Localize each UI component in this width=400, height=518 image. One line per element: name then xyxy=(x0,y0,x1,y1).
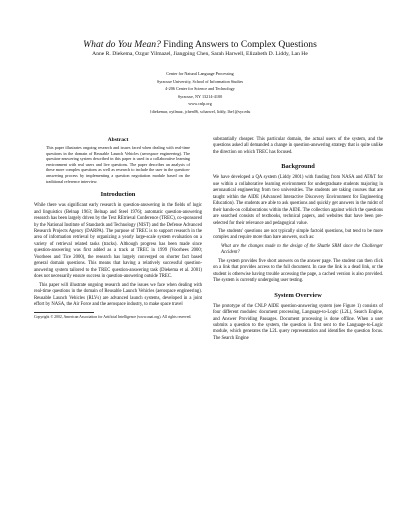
affiliation-line: 4-206 Center for Science and Technology xyxy=(165,86,235,92)
title-rest: Finding Answers to Complex Questions xyxy=(160,39,317,50)
system-overview-heading: System Overview xyxy=(274,291,322,299)
example-question: What are the changes made to the design of the Shuttle SRM since the Challenger Accident? xyxy=(221,243,383,256)
paper-title xyxy=(20,39,380,50)
affiliation-emails: {diekemar, oyilmaz, jchen06, scharwel, liddy, lhe}@syr.edu xyxy=(149,108,251,114)
introduction-heading: Introduction xyxy=(100,191,136,199)
background-paragraph: The system provides five short answers on the answer page. The student can then click on a link that provides access to the full document. In case the link is a dead link, or the student is otherwise having trouble accessing the page, a cached version is also provided. The system is currently undergoing user testing. xyxy=(213,258,383,284)
intro-paragraph: This paper will illustrate ongoing research and the issues we face when dealing with real-time questions in the domain of Reusable Launch Vehicles (aerospace engineering). Reusable Launch Vehicles (RLVs) are advanced launch systems, developed in a joint effort by NASA, the Air Force and the aerospace industry, to make space travel xyxy=(34,282,202,307)
author-list: Anne R. Diekema, Ozgur Yilmazel, Jiangping Chen, Sarah Harwell, Elizabeth D. Liddy, Lan He xyxy=(92,51,308,57)
background-heading: Background xyxy=(281,163,315,171)
footnote-rule xyxy=(34,312,94,313)
title-italic: What do You Mean? xyxy=(83,39,161,50)
left-column xyxy=(34,136,202,322)
affiliation-url: www.cnlp.org xyxy=(188,101,212,107)
copyright-footnote: Copyright © 2002, American Association for Artificial Intelligence (www.aaai.org). All rights reserved. xyxy=(34,315,192,320)
affiliation-block xyxy=(60,70,340,116)
affiliation-line: Syracuse, NY 13214-4100 xyxy=(177,93,223,99)
intro-paragraph: While there was significant early research in question-answering in the fields of logic and linguistics (Belnap 1963; Belnap and Steel 1976); automatic question-answering research has been largely driven by the Text REtrieval Conference (TREC), co-sponsored by the National Institute of Standards and Technology (NIST) and the Defense Advanced Research Projects Agency (DARPA). The purpose of TREC is to support research in the area of information retrieval by organizing a yearly large-scale system evaluation on a variety of retrieval related tasks (tracks). Although progress has been made since question-answering was first added as a track at TREC in 1999 (Voorhees 2000; Voorhees and Tice 2000), the research has largely converged on shorter fact based general domain questions. This means that having a relatively successful question-answering system tailored to the TREC question-answering task (Diekema et al. 2001) does not necessarily ensure success in question-answering outside TREC. xyxy=(34,203,202,280)
background-paragraph: The students' questions are not typically simple factoid questions, but tend to be more complex and require more than bare answers, such as: xyxy=(213,228,383,241)
affiliation-line: Syracuse University, School of Information Studies xyxy=(156,78,244,84)
abstract-text: This paper illustrates ongoing research and issues faced when dealing with real-time questions in the domain of Reusable Launch Vehicles (aerospace engineering). The question-answering system described in this paper is used in a collaborative learning environment with real users and live questions. The paper describes an analysis of these more complex questions as well as research to include the user in the question-answering process by implementing a question negotiation module based on the traditional reference interview. xyxy=(46,145,190,184)
affiliation-line: Center for Natural Language Processing xyxy=(166,71,234,76)
right-column xyxy=(213,137,383,344)
background-paragraph: We have developed a QA system (Liddy 2001) with funding from NASA and AT&T for use within a collaborative learning environment for undergraduate students majoring in aeronautical engineering from two universities. The students are taking courses that are taught within the AIDE (Advanced Interactive Discovery Environment for Engineering Education). The students are able to ask questions and quickly get answers in the midst of their hands-on collaborations within the AIDE. The collection against which the questions are searched consists of textbooks, technical papers, and websites that have been pre-selected for their relevance and pedagogical value. xyxy=(213,175,383,226)
abstract-heading: Abstract xyxy=(107,137,129,143)
system-overview-paragraph: The prototype of the CNLP AIDE question-answering system (see Figure 1) consists of four different modules: document processing, Language-to-Logic (L2L), Search Engine, and Answer Providing Passages. Document processing is done offline. When a user submits a question to the system, the question is first sent to the Language-to-Logic module, which generates the L2L query representation and identifies the question focus. The Search Engine xyxy=(213,303,383,341)
continued-paragraph: substantially cheaper. This particular domain, the actual users of the system, and the questions asked all demanded a change in question-answering strategy that is quite unlike the direction on which TREC has focused. xyxy=(213,137,383,155)
